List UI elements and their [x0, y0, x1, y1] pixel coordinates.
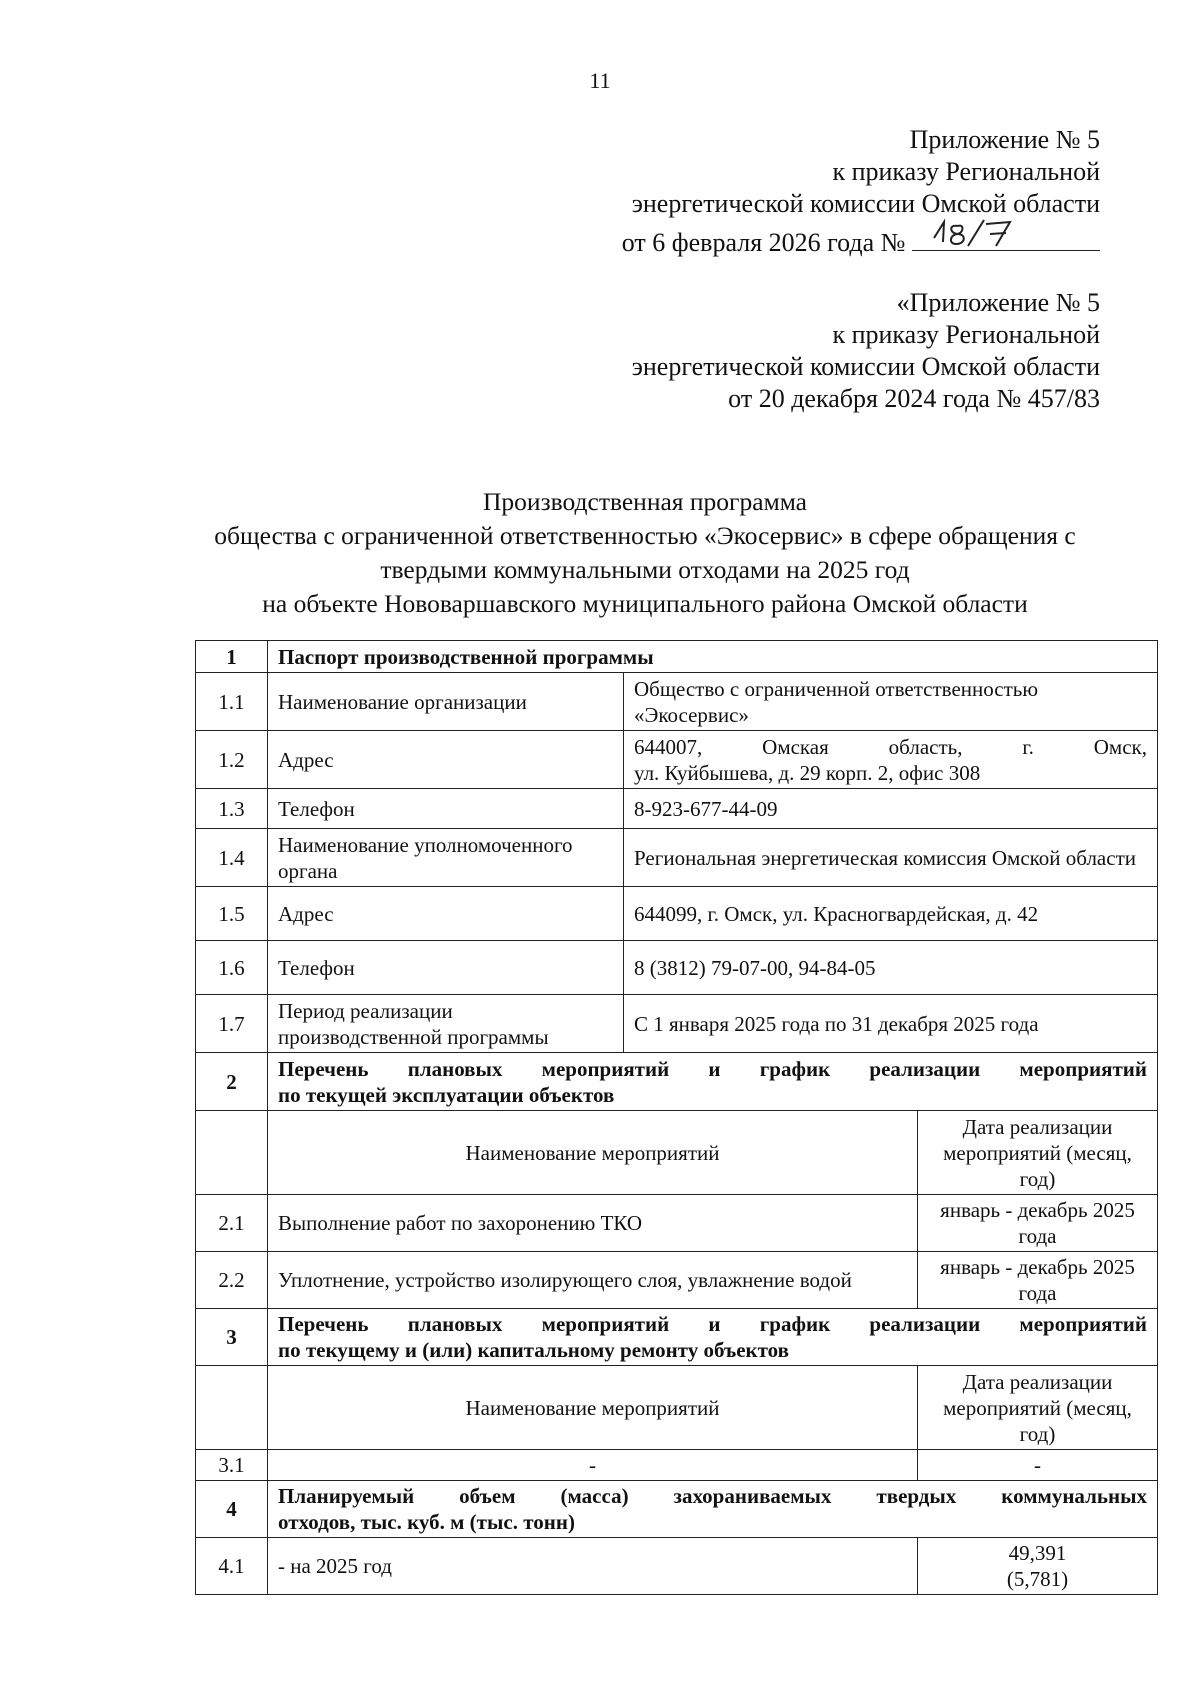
appendix-title: Приложение № 5: [909, 125, 1100, 154]
row-value: 8 (3812) 79-07-00, 94-84-05: [624, 941, 1158, 995]
row-number: 1.3: [196, 789, 268, 829]
row-label: Наименование организации: [268, 673, 624, 731]
column-header-row: [196, 1111, 1158, 1195]
title-line: на объекте Нововаршавского муниципального района Омской области: [262, 589, 1028, 618]
row-number: 1.2: [196, 731, 268, 789]
section-number: 3: [196, 1309, 268, 1366]
section-heading: [268, 1309, 1158, 1366]
row-value: [624, 731, 1158, 789]
table-row: [196, 1450, 1158, 1481]
table-row: [196, 1538, 1158, 1595]
activity-name: Уплотнение, устройство изолирующего слоя, увлажнение водой: [268, 1252, 918, 1309]
activity-date: январь - декабрь 2025 года: [918, 1195, 1158, 1252]
section-heading: [268, 1481, 1158, 1538]
activity-name: Выполнение работ по захоронению ТКО: [268, 1195, 918, 1252]
address-line: ул. Куйбышева, д. 29 корп. 2, офис 308: [634, 760, 981, 785]
row-label: Период реализации производственной программы: [268, 995, 624, 1053]
old-appendix-date: от 20 декабря 2024 года № 457/83: [728, 384, 1100, 413]
section-heading: [268, 1053, 1158, 1111]
table-row: [196, 995, 1158, 1053]
section-number: 4: [196, 1481, 268, 1538]
table-row: [196, 829, 1158, 887]
row-value: 644099, г. Омск, ул. Красногвардейская, д. 42: [624, 887, 1158, 941]
section-heading-line: по текущему и (или) капитальному ремонту объектов: [278, 1338, 789, 1362]
title-line: твердыми коммунальными отходами на 2025 год: [380, 555, 910, 584]
row-number: 4.1: [196, 1538, 268, 1595]
table-row: [196, 789, 1158, 829]
row-label: Телефон: [268, 789, 624, 829]
section-heading-line: Перечень плановых мероприятий и график реализации мероприятий: [278, 1056, 1147, 1081]
appendix-header-new: [622, 124, 1100, 259]
activity-date: январь - декабрь 2025 года: [918, 1252, 1158, 1309]
row-number: 1.6: [196, 941, 268, 995]
column-header-name: Наименование мероприятий: [268, 1366, 918, 1450]
old-appendix-title: «Приложение № 5: [896, 288, 1100, 317]
handwritten-order-number: [912, 220, 1100, 251]
row-number: 1.7: [196, 995, 268, 1053]
appendix-header-old: [632, 287, 1100, 415]
appendix-commission: энергетической комиссии Омской области: [631, 189, 1100, 218]
column-header-row: [196, 1366, 1158, 1450]
old-appendix-order-ref: к приказу Региональной: [832, 320, 1100, 349]
section-header-row: [196, 641, 1158, 673]
activity-name: -: [268, 1450, 918, 1481]
row-number: 1.4: [196, 829, 268, 887]
empty-cell: [196, 1366, 268, 1450]
handwritten-number-icon: [926, 216, 1036, 252]
row-number: 3.1: [196, 1450, 268, 1481]
row-label: Наименование уполномоченного органа: [268, 829, 624, 887]
appendix-date-line: [622, 220, 1100, 259]
old-appendix-commission: энергетической комиссии Омской области: [631, 352, 1100, 381]
row-number: 2.1: [196, 1195, 268, 1252]
row-number: 1.5: [196, 887, 268, 941]
table-row: [196, 941, 1158, 995]
volume-label: - на 2025 год: [268, 1538, 918, 1595]
empty-cell: [196, 1111, 268, 1195]
volume-tonnes: (5,781): [1006, 1567, 1069, 1591]
row-value: 8-923-677-44-09: [624, 789, 1158, 829]
row-label: Адрес: [268, 887, 624, 941]
table-row: [196, 673, 1158, 731]
row-number: 1.1: [196, 673, 268, 731]
section-header-row: [196, 1309, 1158, 1366]
table-row: [196, 1195, 1158, 1252]
title-line: Производственная программа: [483, 487, 807, 516]
column-header-date: Дата реализации мероприятий (месяц, год): [918, 1111, 1158, 1195]
volume-value: [918, 1538, 1158, 1595]
row-value: Региональная энергетическая комиссия Омской области: [624, 829, 1158, 887]
row-label: Телефон: [268, 941, 624, 995]
section-header-row: [196, 1053, 1158, 1111]
section-heading-line: отходов, тыс. куб. м (тыс. тонн): [278, 1510, 575, 1534]
title-line: общества с ограниченной ответственностью «Экосервис» в сфере обращения с: [214, 521, 1076, 550]
section-heading-line: Перечень плановых мероприятий и график реализации мероприятий: [278, 1312, 1147, 1336]
column-header-date: Дата реализации мероприятий (месяц, год): [918, 1366, 1158, 1450]
address-line: 644007, Омская область, г. Омск,: [634, 734, 1147, 759]
volume-cubic-meters: 49,391: [1008, 1541, 1067, 1565]
appendix-date: от 6 февраля 2026 года №: [621, 228, 906, 257]
section-header-row: [196, 1481, 1158, 1538]
table-row: [196, 731, 1158, 789]
program-title: [150, 485, 1140, 621]
activity-date: -: [918, 1450, 1158, 1481]
table-row: [196, 1252, 1158, 1309]
column-header-name: Наименование мероприятий: [268, 1111, 918, 1195]
table-row: [196, 887, 1158, 941]
appendix-order-ref: к приказу Региональной: [832, 157, 1100, 186]
program-table: [195, 640, 1158, 1595]
section-number: 1: [196, 641, 268, 673]
row-number: 2.2: [196, 1252, 268, 1309]
section-heading-line: по текущей эксплуатации объектов: [278, 1082, 615, 1107]
page-number: 11: [589, 68, 611, 93]
section-heading: Паспорт производственной программы: [268, 641, 1158, 673]
section-heading-line: Планируемый объем (масса) захораниваемых твердых коммунальных: [278, 1484, 1147, 1508]
row-value: Общество с ограниченной ответственностью «Экосервис»: [624, 673, 1158, 731]
row-label: Адрес: [268, 731, 624, 789]
section-number: 2: [196, 1053, 268, 1111]
row-value: С 1 января 2025 года по 31 декабря 2025 года: [624, 995, 1158, 1053]
